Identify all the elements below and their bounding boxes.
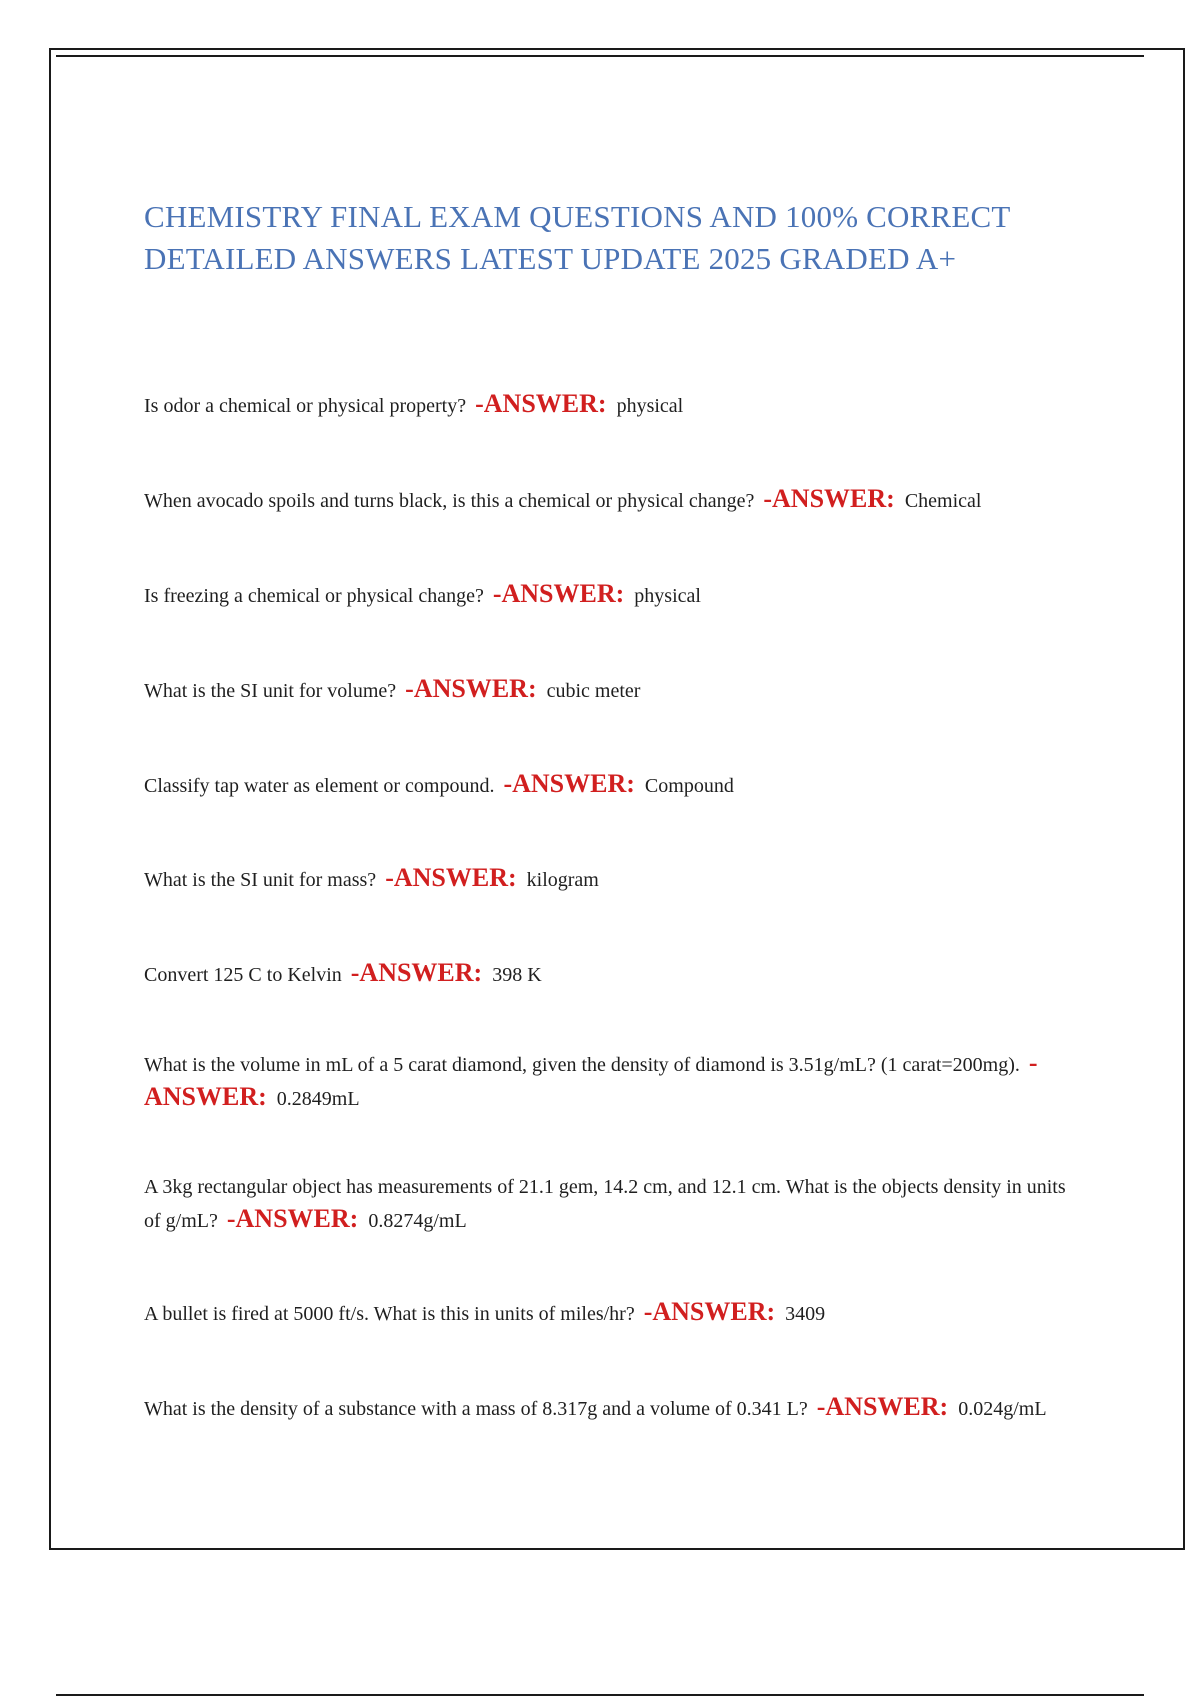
- qa-item-1: [144, 388, 1084, 422]
- title-line-2: DETAILED ANSWERS LATEST UPDATE 2025 GRADED A+: [144, 241, 957, 276]
- question-text: Is odor a chemical or physical property?: [144, 395, 467, 417]
- qa-item-5: [144, 768, 1084, 802]
- qa-item-7: [144, 957, 1084, 991]
- qa-item-11: [144, 1391, 1084, 1425]
- qa-item-2: [144, 483, 1084, 517]
- answer-text: kilogram: [526, 869, 599, 891]
- qa-item-4: [144, 673, 1084, 707]
- question-text: A 3kg rectangular object has measurements of 21.1 gem, 14.2 cm, and 12.1 cm. What is the objects density in units of g/mL?: [144, 1176, 1066, 1232]
- qa-item-6: [144, 862, 1084, 896]
- answer-text: 0.2849mL: [276, 1088, 360, 1110]
- question-text: What is the SI unit for volume?: [144, 680, 397, 702]
- answer-marker: -ANSWER:: [350, 958, 483, 987]
- answer-marker: -ANSWER:: [144, 1048, 1038, 1111]
- answer-text: physical: [616, 395, 684, 417]
- answer-text: Chemical: [904, 490, 982, 512]
- answer-marker: -ANSWER:: [492, 579, 625, 608]
- answer-marker: -ANSWER:: [405, 674, 537, 703]
- answer-marker: -ANSWER:: [503, 769, 635, 798]
- question-text: Convert 125 C to Kelvin: [144, 964, 342, 986]
- question-text: When avocado spoils and turns black, is this a chemical or physical change?: [144, 490, 755, 512]
- answer-marker: -ANSWER:: [226, 1204, 359, 1233]
- answer-text: 3409: [785, 1303, 826, 1325]
- qa-item-10: [144, 1296, 1084, 1330]
- answer-marker: -ANSWER:: [643, 1297, 776, 1326]
- question-text: What is the density of a substance with a mass of 8.317g and a volume of 0.341 L?: [144, 1398, 808, 1420]
- bottom-rule: [56, 1694, 1144, 1696]
- question-text: What is the SI unit for mass?: [144, 869, 377, 891]
- qa-item-9: [144, 1171, 1084, 1237]
- question-text: A bullet is fired at 5000 ft/s. What is this in units of miles/hr?: [144, 1303, 635, 1325]
- qa-item-3: [144, 578, 1084, 612]
- answer-text: 0.024g/mL: [958, 1398, 1047, 1420]
- answer-marker: -ANSWER:: [816, 1392, 949, 1421]
- answer-marker: -ANSWER:: [385, 863, 517, 892]
- answer-text: physical: [634, 585, 701, 607]
- question-text: What is the volume in mL of a 5 carat diamond, given the density of diamond is 3.51g/mL? (1 carat=200mg).: [144, 1054, 1020, 1076]
- answer-text: 0.8274g/mL: [368, 1210, 467, 1232]
- qa-item-8: [144, 1047, 1084, 1115]
- answer-text: cubic meter: [546, 680, 641, 702]
- answer-text: 398 K: [492, 964, 542, 986]
- answer-marker: -ANSWER:: [763, 484, 895, 513]
- question-text: Classify tap water as element or compound.: [144, 775, 495, 797]
- document-title: [144, 196, 1104, 280]
- answer-marker: -ANSWER:: [475, 389, 607, 418]
- answer-text: Compound: [644, 775, 734, 797]
- title-line-1: CHEMISTRY FINAL EXAM QUESTIONS AND 100% CORRECT: [144, 199, 1011, 234]
- question-text: Is freezing a chemical or physical change?: [144, 585, 484, 607]
